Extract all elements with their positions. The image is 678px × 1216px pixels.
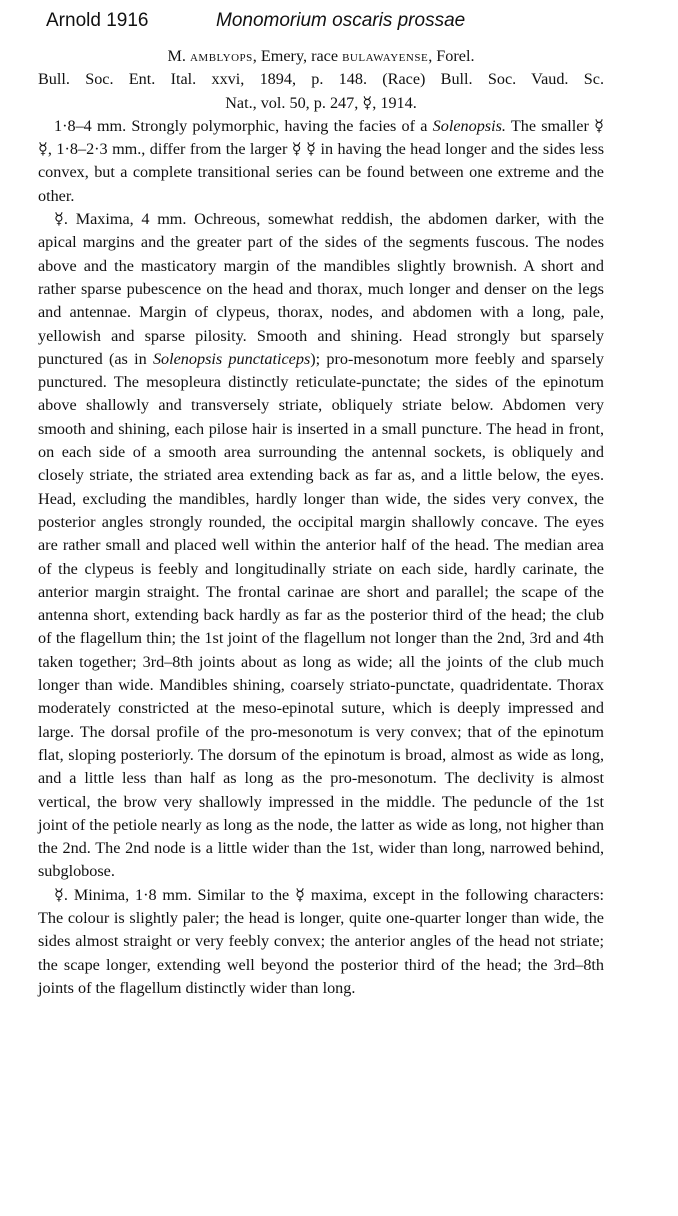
citation	[38, 68, 604, 115]
heading-race: bulawayense	[342, 47, 429, 65]
paragraph-size-intro: 1·8–4 mm. Strongly polymorphic, having the facies of a	[54, 116, 428, 135]
heading-species: amblyops	[189, 47, 253, 65]
paragraph-size	[38, 115, 604, 208]
heading-after-race: , Forel.	[428, 47, 475, 65]
heading-genus: M.	[167, 47, 186, 65]
page-body	[38, 45, 604, 1000]
citation-line-1: Bull. Soc. Ent. Ital. xxvi, 1894, p. 148. (Race) Bull. Soc. Vaud. Sc.	[38, 70, 604, 89]
heading-after-species: , Emery, race	[252, 47, 339, 65]
header-author-year: Arnold 1916	[46, 10, 149, 31]
page-header	[0, 10, 678, 36]
header-species-name: Monomorium oscaris prossae	[216, 10, 466, 31]
taxon-heading	[38, 45, 604, 68]
paragraph-maxima	[38, 208, 604, 884]
citation-line-2: Nat., vol. 50, p. 247, ☿, 1914.	[225, 93, 417, 112]
genus-solenopsis: Solenopsis.	[432, 116, 506, 135]
paragraph-maxima-part-b: ); pro-mesonotum more feebly and sparsely punctured. The mesopleura distinctly reticulate-punctate; the sides of the epinotum above shallowly and transversely striate, obliquely striate below. Abdomen very smooth and shining, each pilose hair is inserted in a small puncture. The head in front, on each side of a smooth area surrounding the antennal sockets, is obliquely and closely striate, the striated area extending back as far as, and a little below, the eyes. Head, excluding the mandibles, hardly longer than wide, the sides very convex, the posterior angles strongly rounded, the occipital margin shallowly concave. The eyes are rather small and placed well within the anterior half of the head. The median area of the clypeus is feebly and longitudinally striate on each side, hardly carinate, the anterior margin straight. The frontal carinae are short and parallel; the scape of the antenna short, extending back hardly as far as the posterior third of the head; the club of the flagellum thin; the 1st joint of the flagellum not longer than the 2nd, 3rd and 4th taken together; 3rd–8th joints about as long as wide; all the joints of the club much longer than wide. Mandibles shining, coarsely striato-punctate, quadridentate. Thorax moderately constricted at the meso-epinotal suture, which is deeply impressed and large. The dorsal profile of the pro-mesonotum is very convex; that of the epinotum flat, sloping posteriorly. The dorsum of the epinotum is broad, almost as wide as long, and a little less than half as long as the pro-mesonotum. The declivity is almost vertical, the brow very shallowly impressed in the middle. The peduncle of the 1st joint of the petiole nearly as long as the node, the latter as wide as long, not higher than the 2nd. The 2nd node is a little wider than the 1st, wider than long, narrowed behind, subglobose.	[38, 349, 604, 881]
paragraph-size-rest: The smaller ☿ ☿, 1·8–2·3 mm., differ from the larger ☿ ☿ in having the head longer and the sides less convex, but a complete transitional series can be found between one extreme and the other.	[38, 116, 605, 205]
paragraph-maxima-part-a: ☿. Maxima, 4 mm. Ochreous, somewhat reddish, the abdomen darker, with the apical margins and the greater part of the sides of the segments fuscous. The nodes above and the masticatory margin of the mandibles slightly brownish. A short and rather sparse pubescence on the head and thorax, much longer and denser on the legs and antennae. Margin of clypeus, thorax, nodes, and abdomen with a long, pale, yellowish and sparse pilosity. Smooth and shining. Head strongly but sparsely punctured (as in	[38, 210, 604, 368]
species-solenopsis-punctaticeps: Solenopsis punctaticeps	[152, 349, 311, 368]
paragraph-minima: ☿. Minima, 1·8 mm. Similar to the ☿ maxima, except in the following characters: The colour is slightly paler; the head is longer, quite one-quarter longer than wide, the sides almost straight or very feebly convex; the anterior angles of the head not striate; the scape longer, extending well beyond the posterior third of the head; the 3rd–8th joints of the flagellum distinctly wider than long.	[38, 885, 604, 997]
